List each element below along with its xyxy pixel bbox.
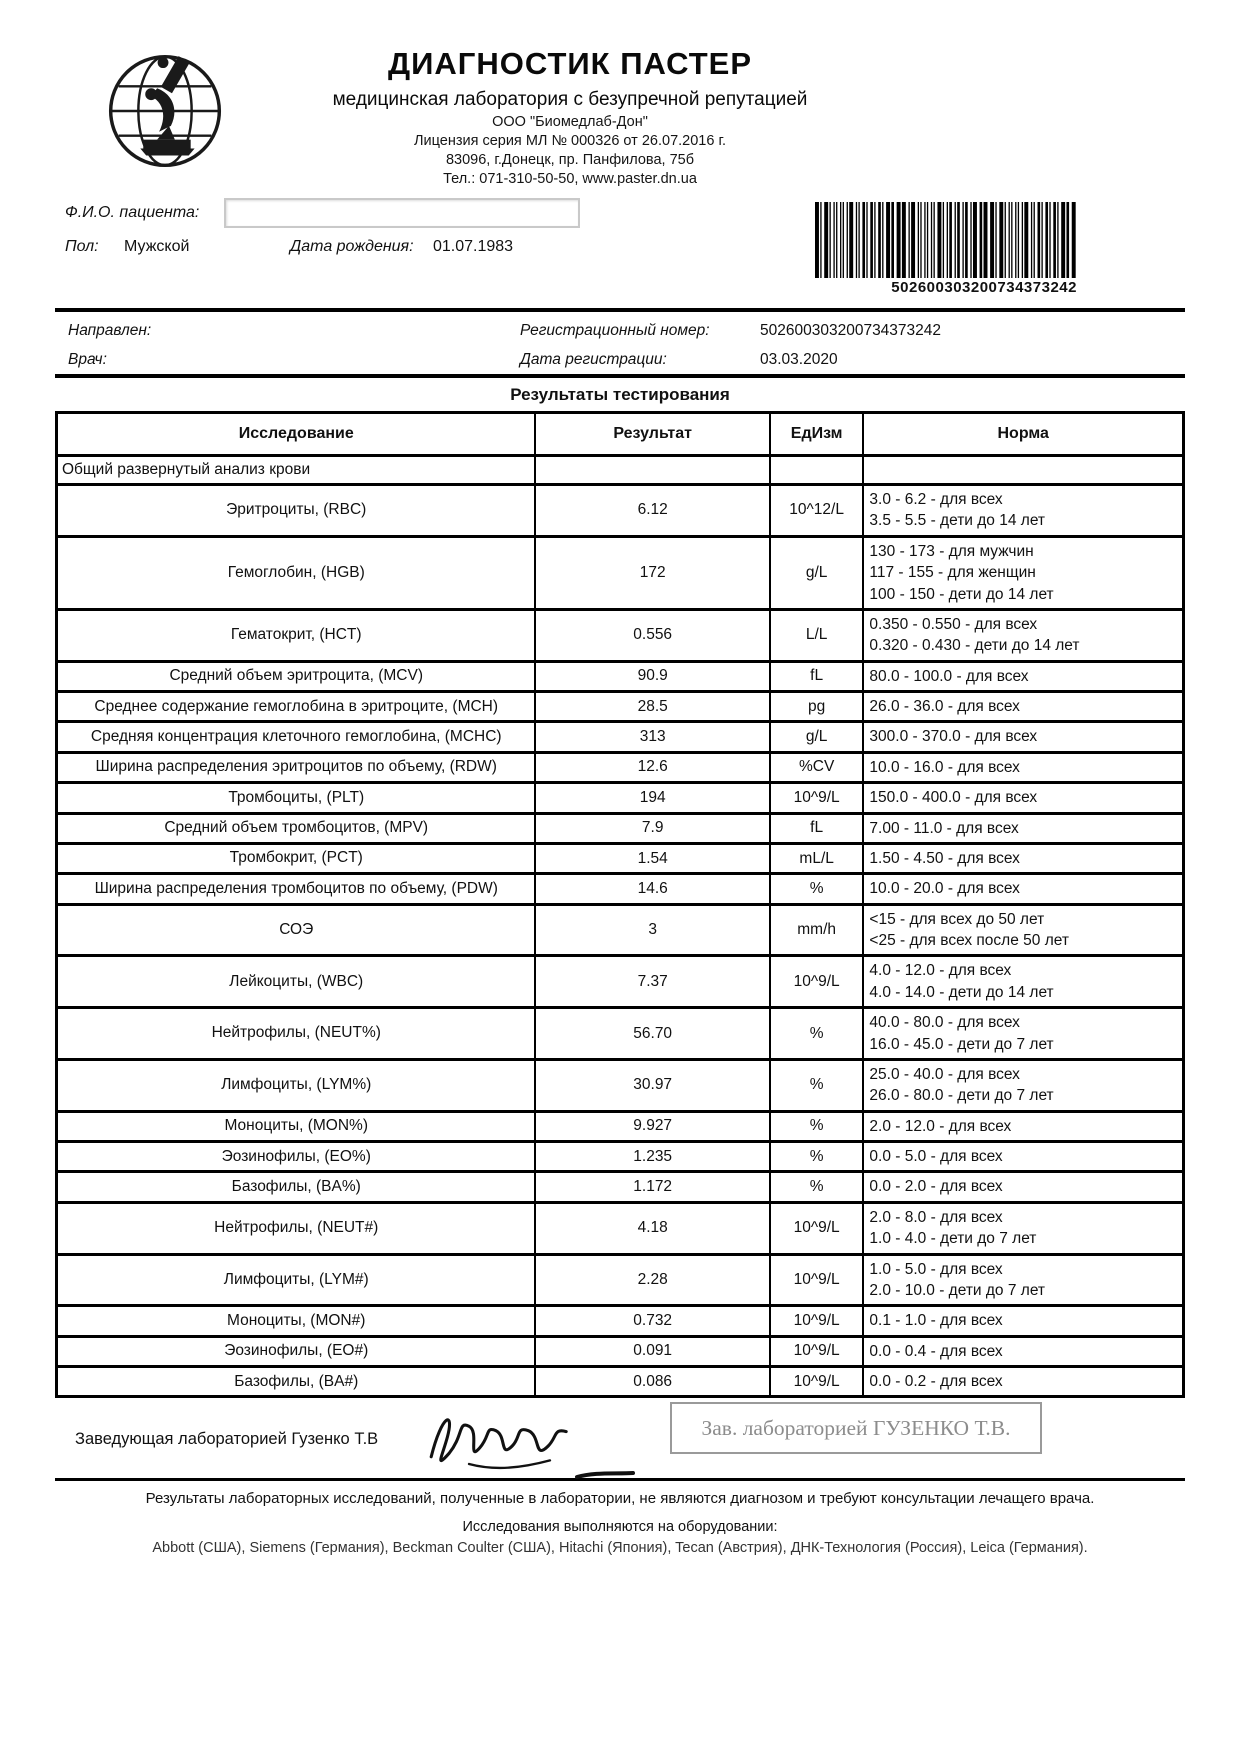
doctor-label: Врач: (68, 351, 107, 368)
table-row (57, 1254, 1184, 1306)
table-row (57, 752, 1184, 782)
lab-address: 83096, г.Донецк, пр. Панфилова, 75б (445, 152, 695, 168)
barcode-image (815, 202, 1077, 278)
test-name: Тромбоциты, (PLT) (57, 783, 536, 813)
test-norm: 2.0 - 12.0 - для всех (863, 1111, 1183, 1141)
test-result: 6.12 (535, 485, 769, 537)
test-norm: 1.0 - 5.0 - для всех 2.0 - 10.0 - дети до 7 лет (863, 1254, 1183, 1306)
disclaimer-text: Результаты лабораторных исследований, полученные в лаборатории, не являются диагнозом и требуют консультации лечащего врача. (145, 1490, 1095, 1508)
test-name: Моноциты, (MON%) (57, 1111, 536, 1141)
test-unit: % (770, 1142, 864, 1172)
test-norm: 0.0 - 0.2 - для всех (863, 1367, 1183, 1397)
patient-section (0, 196, 1240, 308)
test-unit: g/L (770, 722, 864, 752)
test-name: Средний объем тромбоцитов, (MPV) (57, 813, 536, 843)
column-header-unit: ЕдИзм (770, 413, 864, 456)
test-unit: 10^9/L (770, 1336, 864, 1366)
results-table (55, 411, 1185, 1398)
table-row (57, 1172, 1184, 1202)
test-norm: 2.0 - 8.0 - для всех 1.0 - 4.0 - дети до 7 лет (863, 1202, 1183, 1254)
table-row (57, 609, 1184, 661)
lab-subtitle: медицинская лаборатория с безупречной репутацией (332, 89, 808, 110)
test-result: 0.732 (535, 1306, 769, 1336)
patient-birth-value: 01.07.1983 (433, 238, 514, 255)
test-result: 7.9 (535, 813, 769, 843)
test-name: Базофилы, (BA#) (57, 1367, 536, 1397)
table-row (57, 956, 1184, 1008)
table-row (57, 692, 1184, 722)
test-norm: 130 - 173 - для мужчин 117 - 155 - для женщин 100 - 150 - дети до 14 лет (863, 536, 1183, 609)
test-result: 1.54 (535, 843, 769, 873)
test-name: Моноциты, (MON#) (57, 1306, 536, 1336)
column-header-result: Результат (535, 413, 769, 456)
test-result: 0.091 (535, 1336, 769, 1366)
test-result: 2.28 (535, 1254, 769, 1306)
test-name: Гематокрит, (HCT) (57, 609, 536, 661)
test-result: 28.5 (535, 692, 769, 722)
reg-number-label: Регистрационный номер: (520, 322, 710, 339)
patient-sex-value: Мужской (124, 238, 190, 255)
test-norm: 3.0 - 6.2 - для всех 3.5 - 5.5 - дети до 14 лет (863, 485, 1183, 537)
test-norm: 300.0 - 370.0 - для всех (863, 722, 1183, 752)
table-row (57, 536, 1184, 609)
test-result: 9.927 (535, 1111, 769, 1141)
report-header (0, 0, 1240, 196)
test-name: Средний объем эритроцита, (MCV) (57, 661, 536, 691)
test-result: 1.172 (535, 1172, 769, 1202)
test-unit: 10^9/L (770, 1202, 864, 1254)
patient-name-input[interactable] (224, 198, 580, 228)
test-result: 0.556 (535, 609, 769, 661)
test-name: Базофилы, (BA%) (57, 1172, 536, 1202)
test-norm: 0.0 - 0.4 - для всех (863, 1336, 1183, 1366)
test-result: 194 (535, 783, 769, 813)
test-unit: mL/L (770, 843, 864, 873)
test-name: Лимфоциты, (LYM%) (57, 1059, 536, 1111)
test-norm: 10.0 - 20.0 - для всех (863, 874, 1183, 904)
test-result: 12.6 (535, 752, 769, 782)
test-result: 1.235 (535, 1142, 769, 1172)
reg-date-value: 03.03.2020 (760, 351, 838, 368)
table-row (57, 1008, 1184, 1060)
test-norm: 1.50 - 4.50 - для всех (863, 843, 1183, 873)
test-result: 3 (535, 904, 769, 956)
test-unit: g/L (770, 536, 864, 609)
test-norm: 0.1 - 1.0 - для всех (863, 1306, 1183, 1336)
lab-license: Лицензия серия МЛ № 000326 от 26.07.2016 г. (414, 133, 726, 149)
test-norm: 4.0 - 12.0 - для всех 4.0 - 14.0 - дети до 14 лет (863, 956, 1183, 1008)
test-name: Эозинофилы, (EO#) (57, 1336, 536, 1366)
table-row (57, 722, 1184, 752)
test-norm: 10.0 - 16.0 - для всех (863, 752, 1183, 782)
test-name: Ширина распределения тромбоцитов по объему, (PDW) (57, 874, 536, 904)
lab-head-stamp: Зав. лабораторией ГУЗЕНКО Т.В. (670, 1402, 1042, 1454)
results-title: Результаты тестирования (510, 385, 730, 404)
table-row (57, 485, 1184, 537)
test-unit: % (770, 1008, 864, 1060)
table-row (57, 1059, 1184, 1111)
test-unit: pg (770, 692, 864, 722)
test-norm: 80.0 - 100.0 - для всех (863, 661, 1183, 691)
lab-globe-microscope-logo (86, 50, 244, 172)
table-row (57, 874, 1184, 904)
test-unit: 10^9/L (770, 1306, 864, 1336)
table-row (57, 1336, 1184, 1366)
reg-date-label: Дата регистрации: (520, 351, 667, 368)
registration-section (55, 308, 1185, 378)
signature-dash-icon (575, 1436, 635, 1514)
test-name: Ширина распределения эритроцитов по объему, (RDW) (57, 752, 536, 782)
table-row (57, 1202, 1184, 1254)
patient-sex-label: Пол: (65, 238, 99, 255)
test-norm: <15 - для всех до 50 лет <25 - для всех после 50 лет (863, 904, 1183, 956)
table-row (57, 813, 1184, 843)
test-result: 14.6 (535, 874, 769, 904)
barcode-number: 502600303200734373242 (891, 279, 1077, 296)
test-unit: % (770, 1111, 864, 1141)
test-norm: 25.0 - 40.0 - для всех 26.0 - 80.0 - дети до 7 лет (863, 1059, 1183, 1111)
test-norm: 7.00 - 11.0 - для всех (863, 813, 1183, 843)
test-name: СОЭ (57, 904, 536, 956)
lab-company: ООО "Биомедлаб-Дон" (492, 114, 648, 130)
equipment-list: Abbott (США), Siemens (Германия), Beckman Coulter (США), Hitachi (Япония), Tecan (Австрия), ДНК-Технология (Россия), Leica (Германия). (152, 1540, 1088, 1557)
table-row (57, 783, 1184, 813)
test-unit: fL (770, 813, 864, 843)
test-result: 0.086 (535, 1367, 769, 1397)
test-name: Нейтрофилы, (NEUT%) (57, 1008, 536, 1060)
column-header-test: Исследование (57, 413, 536, 456)
section-empty-cell (863, 456, 1183, 485)
test-name: Нейтрофилы, (NEUT#) (57, 1202, 536, 1254)
test-result: 313 (535, 722, 769, 752)
test-result: 4.18 (535, 1202, 769, 1254)
test-result: 172 (535, 536, 769, 609)
barcode-block (815, 202, 1077, 296)
table-row (57, 661, 1184, 691)
table-row (57, 1111, 1184, 1141)
lab-title: ДИАГНОСТИК ПАСТЕР (388, 46, 752, 81)
section-title: Общий развернутый анализ крови (57, 456, 536, 485)
test-unit: fL (770, 661, 864, 691)
section-empty-cell (535, 456, 769, 485)
test-result: 7.37 (535, 956, 769, 1008)
section-empty-cell (770, 456, 864, 485)
test-unit: 10^9/L (770, 956, 864, 1008)
lab-head-label: Заведующая лабораторией Гузенко Т.В (75, 1430, 379, 1449)
test-name: Эозинофилы, (EO%) (57, 1142, 536, 1172)
reg-number-value: 502600303200734373242 (760, 322, 942, 339)
microscope-icon (140, 56, 194, 155)
test-result: 56.70 (535, 1008, 769, 1060)
test-unit: L/L (770, 609, 864, 661)
test-norm: 26.0 - 36.0 - для всех (863, 692, 1183, 722)
table-row (57, 1142, 1184, 1172)
table-row (57, 904, 1184, 956)
signature-section (55, 1398, 1185, 1476)
test-unit: 10^9/L (770, 1367, 864, 1397)
lab-phone: Тел.: 071-310-50-50, www.paster.dn.ua (443, 171, 697, 187)
test-norm: 0.350 - 0.550 - для всех 0.320 - 0.430 - дети до 14 лет (863, 609, 1183, 661)
test-norm: 150.0 - 400.0 - для всех (863, 783, 1183, 813)
patient-birth-label: Дата рождения: (290, 238, 414, 255)
table-row (57, 1306, 1184, 1336)
signature-icon (415, 1398, 595, 1476)
test-unit: 10^9/L (770, 783, 864, 813)
results-table-wrap (55, 411, 1185, 1398)
test-unit: 10^12/L (770, 485, 864, 537)
section-row (57, 456, 1184, 485)
test-norm: 0.0 - 5.0 - для всех (863, 1142, 1183, 1172)
test-unit: % (770, 1172, 864, 1202)
test-unit: %CV (770, 752, 864, 782)
table-row (57, 1367, 1184, 1397)
test-name: Среднее содержание гемоглобина в эритроците, (MCH) (57, 692, 536, 722)
test-name: Лейкоциты, (WBC) (57, 956, 536, 1008)
test-unit: 10^9/L (770, 1254, 864, 1306)
test-name: Средняя концентрация клеточного гемоглобина, (MCHC) (57, 722, 536, 752)
directed-label: Направлен: (68, 322, 152, 339)
table-header-row (57, 413, 1184, 456)
table-row (57, 843, 1184, 873)
test-norm: 40.0 - 80.0 - для всех 16.0 - 45.0 - дети до 7 лет (863, 1008, 1183, 1060)
test-name: Эритроциты, (RBC) (57, 485, 536, 537)
test-norm: 0.0 - 2.0 - для всех (863, 1172, 1183, 1202)
test-unit: % (770, 1059, 864, 1111)
patient-name-label: Ф.И.О. пациента: (65, 204, 200, 221)
test-name: Тромбокрит, (PCT) (57, 843, 536, 873)
test-name: Гемоглобин, (HGB) (57, 536, 536, 609)
column-header-norm: Норма (863, 413, 1183, 456)
test-result: 30.97 (535, 1059, 769, 1111)
test-result: 90.9 (535, 661, 769, 691)
test-name: Лимфоциты, (LYM#) (57, 1254, 536, 1306)
test-unit: mm/h (770, 904, 864, 956)
results-table-body (57, 456, 1184, 1397)
equipment-title: Исследования выполняются на оборудовании: (462, 1519, 778, 1536)
test-unit: % (770, 874, 864, 904)
